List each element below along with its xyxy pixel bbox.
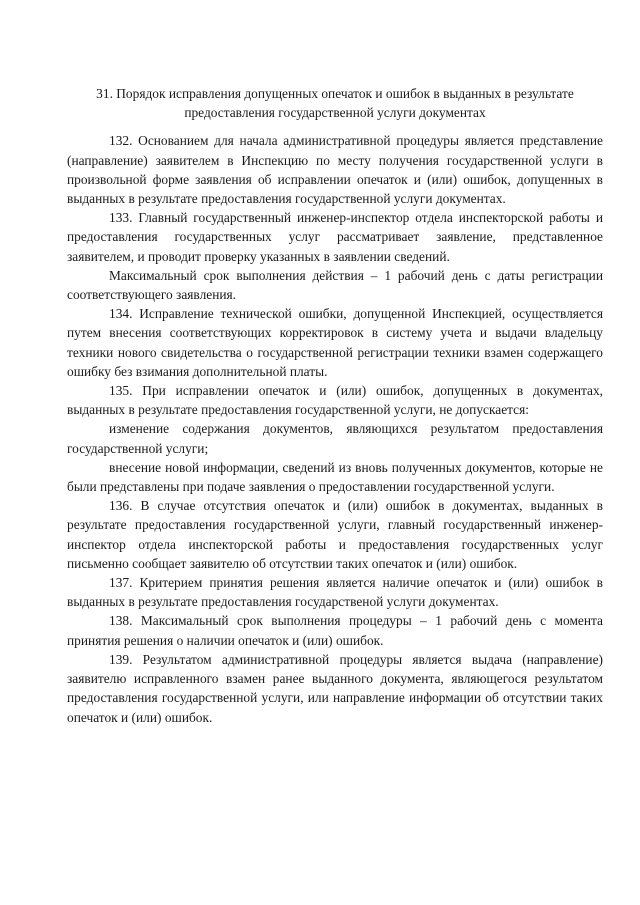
paragraph-135-item-2: внесение новой информации, сведений из вновь полученных документов, которые не были представлены при подаче заявления о предоставлении государственной услуги. [67,459,603,495]
paragraph-134: 134. Исправление технической ошибки, допущенной Инспекцией, осуществляется путем внесения соответствующих корректировок в систему учета и выдачи владельцу техники нового свидетельства о государственной регистрации техники взамен содержащего ошибку без взимания дополнительной платы. [67,306,603,379]
paragraph-132: 132. Основанием для начала административной процедуры является представление (направление) заявителем в Инспекцию по месту получения государственной услуги в произвольной форме заявления об исправлении опечаток и (или) ошибок, допущенных в выданных в результате предоставления государственной услуги документах. [67,133,603,207]
paragraph-133: 133. Главный государственный инженер-инспектор отдела инспекторской работы и предоставления государственных услуг рассматривает заявление, представленное заявителем, и проводит проверку указанных в заявлении сведений. [67,210,603,264]
document-page [67,84,603,727]
paragraph-138: 138. Максимальный срок выполнения процедуры – 1 рабочий день с момента принятия решения о наличии опечаток и (или) ошибок. [67,613,603,648]
paragraph-133-deadline: Максимальный срок выполнения действия – 1 рабочий день с даты регистрации соответствующего заявления. [67,267,603,303]
paragraph-139: 139. Результатом административной процедуры является выдача (направление) заявителю исправленного взамен ранее выданного документа, являющегося результатом предоставления государственной услуги, или направление информации об отсутствии таких опечаток и (или) ошибок. [67,651,603,725]
section-heading: 31. Порядок исправления допущенных опечаток и ошибок в выданных в результате предоставления государственной услуги документах [96,86,574,121]
paragraph-135-item-1: изменение содержания документов, являющихся результатом предоставления государственной услуги; [67,421,603,456]
paragraph-135: 135. При исправлении опечаток и (или) ошибок, допущенных в документах, выданных в результате предоставления государственной услуги, не допускается: [67,383,603,418]
paragraph-137: 137. Критерием принятия решения является наличие опечаток и (или) ошибок в выданных в результате предоставления государственой услуги документах. [67,575,603,610]
paragraph-136: 136. В случае отсутствия опечаток и (или) ошибок в документах, выданных в результате предоставления государственной услуги, главный государственный инженер-инспектор отдела инспекторской работы и предоставления государственных услуг письменно сообщает заявителю об отсутствии таких опечаток и (или) ошибок. [67,498,603,571]
